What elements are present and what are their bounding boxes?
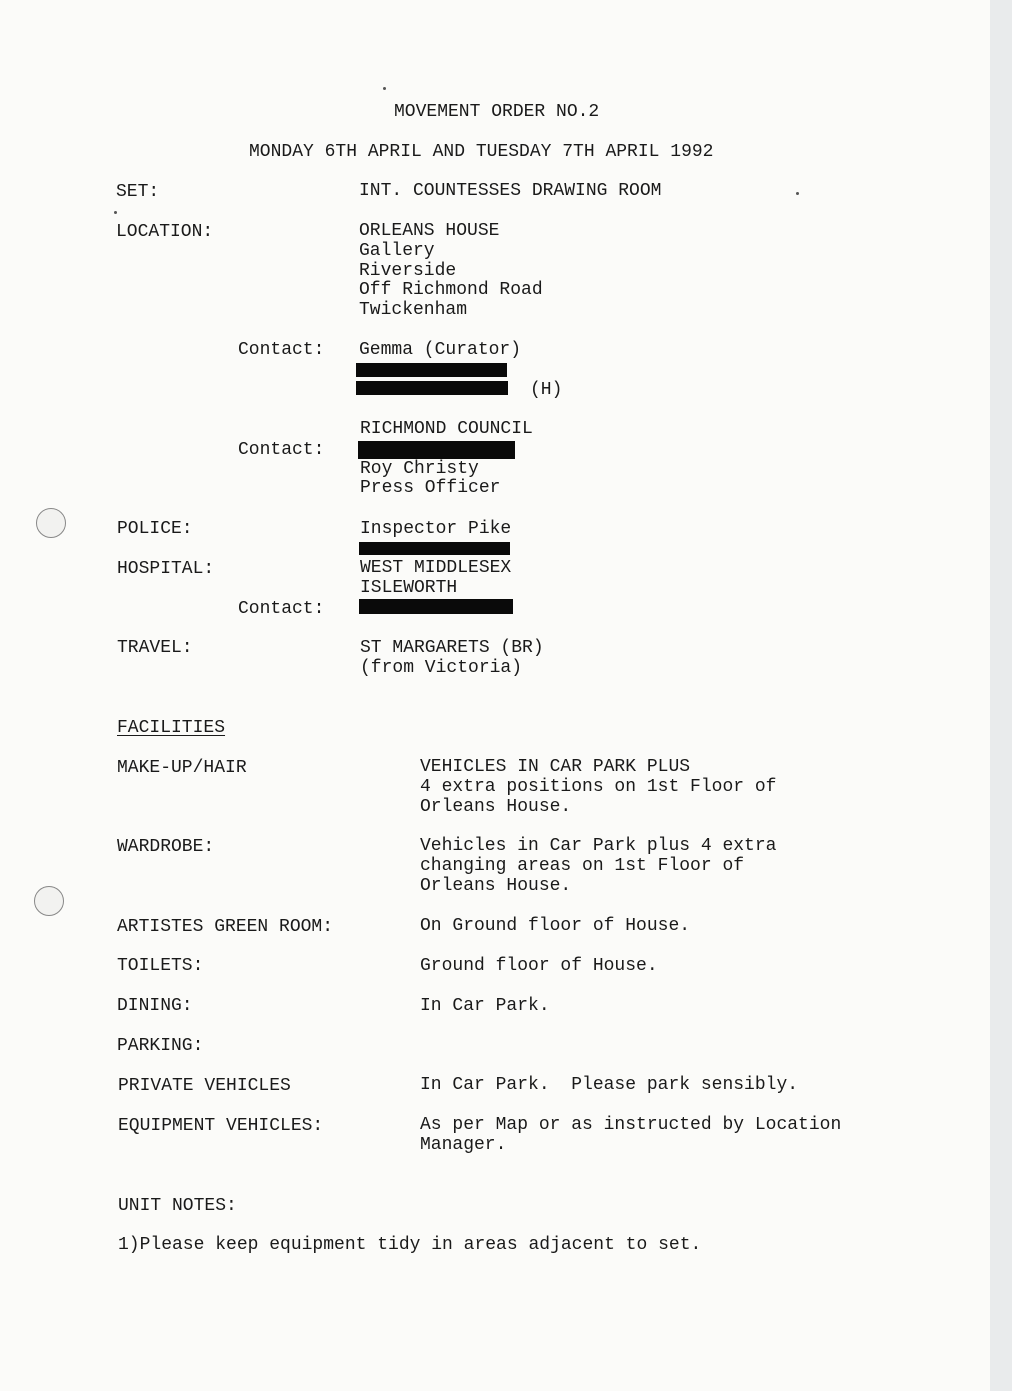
- facility-label: EQUIPMENT VEHICLES:: [118, 1116, 324, 1136]
- facility-label: DINING:: [117, 996, 193, 1016]
- set-value: INT. COUNTESSES DRAWING ROOM: [359, 181, 662, 201]
- location-contact-label: Contact:: [238, 340, 325, 360]
- location-line: Off Richmond Road: [359, 280, 543, 300]
- redaction-bar: [356, 381, 508, 395]
- paper-speck: [383, 87, 386, 90]
- location-line: Twickenham: [359, 300, 468, 320]
- facility-label: PRIVATE VEHICLES: [118, 1076, 291, 1096]
- council-contact-label: Contact:: [238, 440, 325, 460]
- location-label: LOCATION:: [116, 222, 214, 242]
- punch-hole-bottom: [34, 886, 64, 916]
- facility-line: Ground floor of House.: [420, 956, 658, 976]
- hospital-contact-label: Contact:: [238, 599, 325, 619]
- redaction-bar: [359, 599, 513, 614]
- location-line: Gallery: [359, 241, 435, 261]
- location-line: Riverside: [359, 261, 457, 281]
- facilities-heading: FACILITIES: [117, 718, 226, 738]
- facility-line: Orleans House.: [420, 876, 572, 896]
- unit-notes-heading: UNIT NOTES:: [118, 1196, 237, 1216]
- home-phone-marker: (H): [530, 380, 563, 400]
- location-line: ORLEANS HOUSE: [359, 221, 500, 241]
- facility-label: ARTISTES GREEN ROOM:: [117, 917, 334, 937]
- facility-label: WARDROBE:: [117, 837, 215, 857]
- travel-line: (from Victoria): [360, 658, 523, 678]
- facility-line: 4 extra positions on 1st Floor of: [420, 777, 777, 797]
- facility-line: On Ground floor of House.: [420, 916, 691, 936]
- hospital-label: HOSPITAL:: [117, 559, 215, 579]
- council-role: Press Officer: [360, 478, 501, 498]
- hospital-line: WEST MIDDLESEX: [360, 558, 512, 578]
- police-value: Inspector Pike: [360, 519, 512, 539]
- facility-label: PARKING:: [117, 1036, 204, 1056]
- location-contact-name: Gemma (Curator): [359, 340, 522, 360]
- facility-line: Vehicles in Car Park plus 4 extra: [420, 836, 777, 856]
- redaction-bar: [356, 363, 507, 377]
- facility-line: Orleans House.: [420, 797, 572, 817]
- paper-speck: [114, 211, 117, 214]
- page-edge: [990, 0, 1012, 1391]
- council-person: Roy Christy: [360, 459, 479, 479]
- travel-label: TRAVEL:: [117, 638, 193, 658]
- punch-hole-top: [36, 508, 66, 538]
- facility-label: TOILETS:: [117, 956, 204, 976]
- travel-line: ST MARGARETS (BR): [360, 638, 544, 658]
- facility-line: In Car Park. Please park sensibly.: [420, 1075, 799, 1095]
- police-label: POLICE:: [117, 519, 193, 539]
- set-label: SET:: [116, 182, 160, 202]
- document-title: MOVEMENT ORDER NO.2: [394, 102, 600, 122]
- facility-label: MAKE-UP/HAIR: [117, 758, 247, 778]
- paper-speck: [796, 192, 799, 195]
- redaction-bar: [358, 441, 515, 459]
- facility-line: As per Map or as instructed by Location: [420, 1115, 842, 1135]
- council-name: RICHMOND COUNCIL: [360, 419, 533, 439]
- facility-line: Manager.: [420, 1135, 507, 1155]
- facility-line: VEHICLES IN CAR PARK PLUS: [420, 757, 691, 777]
- facility-line: changing areas on 1st Floor of: [420, 856, 745, 876]
- redaction-bar: [359, 542, 510, 555]
- facility-line: In Car Park.: [420, 996, 550, 1016]
- hospital-line: ISLEWORTH: [360, 578, 458, 598]
- document-dates: MONDAY 6TH APRIL AND TUESDAY 7TH APRIL 1992: [249, 142, 714, 162]
- unit-note-item: 1)Please keep equipment tidy in areas adjacent to set.: [118, 1235, 702, 1255]
